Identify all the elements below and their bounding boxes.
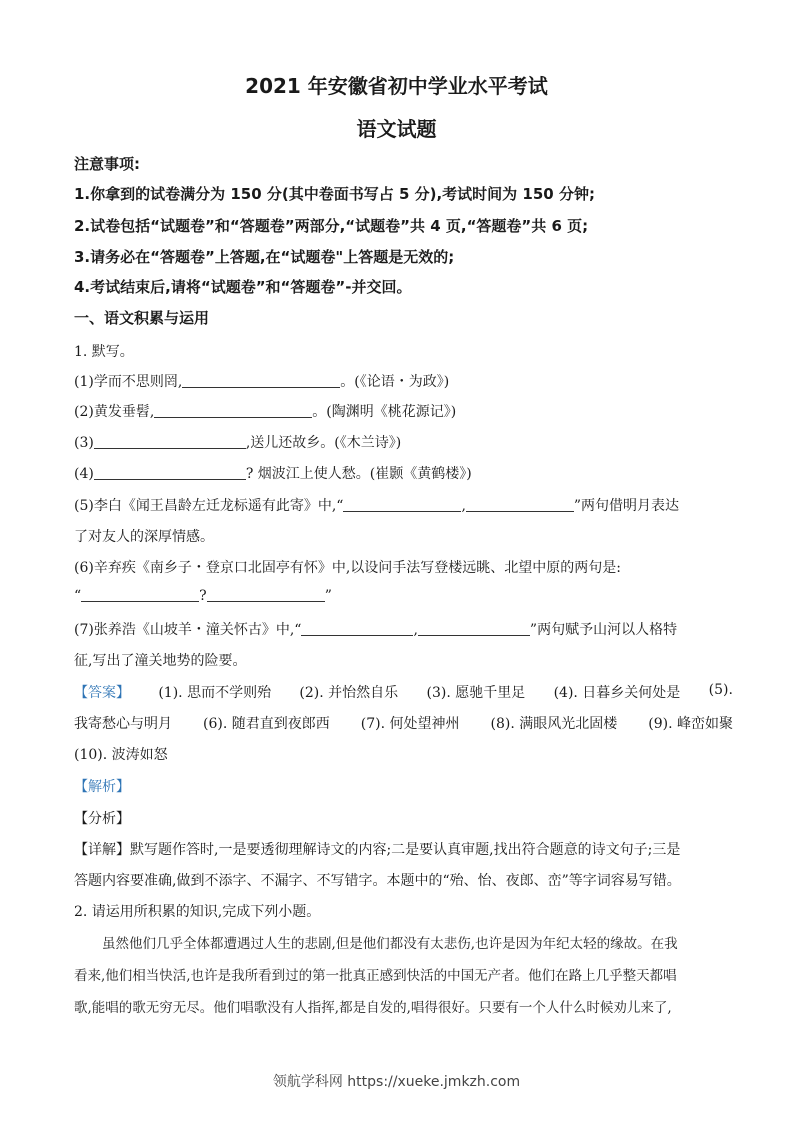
q1-part-5-suffix: ”两句借明月表达 xyxy=(573,498,680,514)
answer-label: 【答案】 xyxy=(74,685,130,701)
q1-part-7-cont: 征,写出了潼关地势的险要。 xyxy=(74,653,247,669)
notice-item-2: 2.试卷包括“试题卷”和“答题卷”两部分,“试题卷”共 4 页,“答题卷”共 6 页; xyxy=(74,217,589,235)
q1-part-4 xyxy=(74,463,733,483)
q1-part-7-comma: , xyxy=(413,622,418,638)
answer-blank xyxy=(81,587,199,602)
answer-blank xyxy=(94,465,246,480)
q1-part-4-prefix: (4) xyxy=(74,466,94,482)
q1-part-7-suffix: ”两句赋予山河以人格特 xyxy=(529,622,678,638)
detail-line-1: 【详解】默写题作答时,一是要透彻理解诗文的内容;二是要认真审题,找出符合题意的诗文句子;三是 xyxy=(74,842,681,858)
answer-item: (5). xyxy=(708,682,733,698)
q1-part-5 xyxy=(74,495,733,515)
answer-item: (7). 何处望神州 xyxy=(360,716,460,732)
answer-row-2 xyxy=(74,713,733,733)
passage-line-3: 歌,能唱的歌无穷无尽。他们唱歌没有人指挥,都是自发的,唱得很好。只要有一个人什么时候劝儿来了, xyxy=(74,1000,672,1016)
answer-blank xyxy=(301,621,413,636)
notice-item-4: 4.考试结束后,请将“试题卷”和“答题卷”-并交回。 xyxy=(74,278,412,296)
answer-blank xyxy=(343,497,461,512)
answer-item: (2). 并怡然自乐 xyxy=(299,685,399,701)
q1-part-6-qmark: ? xyxy=(199,588,207,604)
exam-subtitle: 语文试题 xyxy=(356,117,437,141)
answer-item: (6). 随君直到夜郎西 xyxy=(203,716,330,732)
analysis-label: 【解析】 xyxy=(74,779,130,795)
q1-part-6-blanks xyxy=(74,587,733,604)
fenxi-label: 【分析】 xyxy=(74,811,130,827)
footer-watermark: 领航学科网 https://xueke.jmkzh.com xyxy=(272,1074,521,1090)
q1-part-3-prefix: (3) xyxy=(74,435,94,451)
passage-line-1: 虽然他们几乎全体都遭遇过人生的悲剧,但是他们都没有太悲伤,也许是因为年纪太轻的缘故。在我 xyxy=(102,936,678,952)
q1-part-3-suffix: ,送儿还故乡。(《木兰诗》) xyxy=(245,435,402,451)
q1-part-5-cont: 了对友人的深厚情感。 xyxy=(74,529,214,545)
notice-item-3: 3.请务必在“答题卷”上答题,在“试题卷"上答题是无效的; xyxy=(74,248,455,266)
q1-part-2 xyxy=(74,401,733,421)
answer-row-3: (10). 波涛如怒 xyxy=(74,747,168,763)
answer-blank xyxy=(207,587,325,602)
q1-part-6-close-quote: ” xyxy=(324,588,332,604)
answer-blank xyxy=(154,403,312,418)
q1-part-6: (6)辛弃疾《南乡子・登京口北固亭有怀》中,以设问手法写登楼远眺、北望中原的两句是: xyxy=(74,560,621,576)
detail-line-2: 答题内容要准确,做到不添字、不漏字、不写错字。本题中的“殆、怡、夜郎、峦”等字词容易写错。 xyxy=(74,873,681,889)
answer-item: (4). 日暮乡关何处是 xyxy=(553,685,681,701)
q1-part-1-prefix: (1)学而不思则罔, xyxy=(74,374,183,390)
passage-line-2: 看来,他们相当快活,也许是我所看到过的第一批真正感到快活的中国无产者。他们在路上几乎整天都唱 xyxy=(74,968,677,984)
q1-part-2-prefix: (2)黄发垂髫, xyxy=(74,404,155,420)
answer-row-1 xyxy=(74,682,733,702)
exam-title: 2021 年安徽省初中学业水平考试 xyxy=(245,74,548,98)
answer-blank xyxy=(418,621,530,636)
notice-item-1: 1.你拿到的试卷满分为 150 分(其中卷面书写占 5 分),考试时间为 150 分钟; xyxy=(74,185,595,203)
answer-blank xyxy=(94,434,246,449)
q1-part-5-prefix: (5)李白《闻王昌龄左迁龙标遥有此寄》中,“ xyxy=(74,498,344,514)
q1-part-4-suffix: ? 烟波江上使人愁。(崔颢《黄鹤楼》) xyxy=(245,466,472,482)
q1-part-7 xyxy=(74,619,733,639)
q1-part-2-suffix: 。(陶渊明《桃花源记》) xyxy=(312,404,457,420)
notice-heading: 注意事项: xyxy=(74,155,140,173)
answer-blank xyxy=(182,373,340,388)
q2-stem: 2. 请运用所积累的知识,完成下列小题。 xyxy=(74,904,321,920)
answer-item: (1). 思而不学则殆 xyxy=(158,685,272,701)
q1-part-3 xyxy=(74,432,733,452)
answer-item: 我寄愁心与明月 xyxy=(74,716,172,732)
q1-part-5-comma: , xyxy=(461,498,466,514)
answer-item: (3). 愿驰千里足 xyxy=(426,685,526,701)
q1-stem: 1. 默写。 xyxy=(74,344,134,360)
section-heading: 一、语文积累与运用 xyxy=(74,309,210,327)
answer-item: (8). 满眼风光北固楼 xyxy=(490,716,618,732)
q1-part-7-prefix: (7)张养浩《山坡羊・潼关怀古》中,“ xyxy=(74,622,302,638)
q1-part-6-open-quote: “ xyxy=(74,588,82,604)
answer-blank xyxy=(466,497,574,512)
q1-part-1 xyxy=(74,371,733,391)
answer-item: (9). 峰峦如聚 xyxy=(648,716,733,732)
q1-part-1-suffix: 。(《论语・为政》) xyxy=(340,374,450,390)
